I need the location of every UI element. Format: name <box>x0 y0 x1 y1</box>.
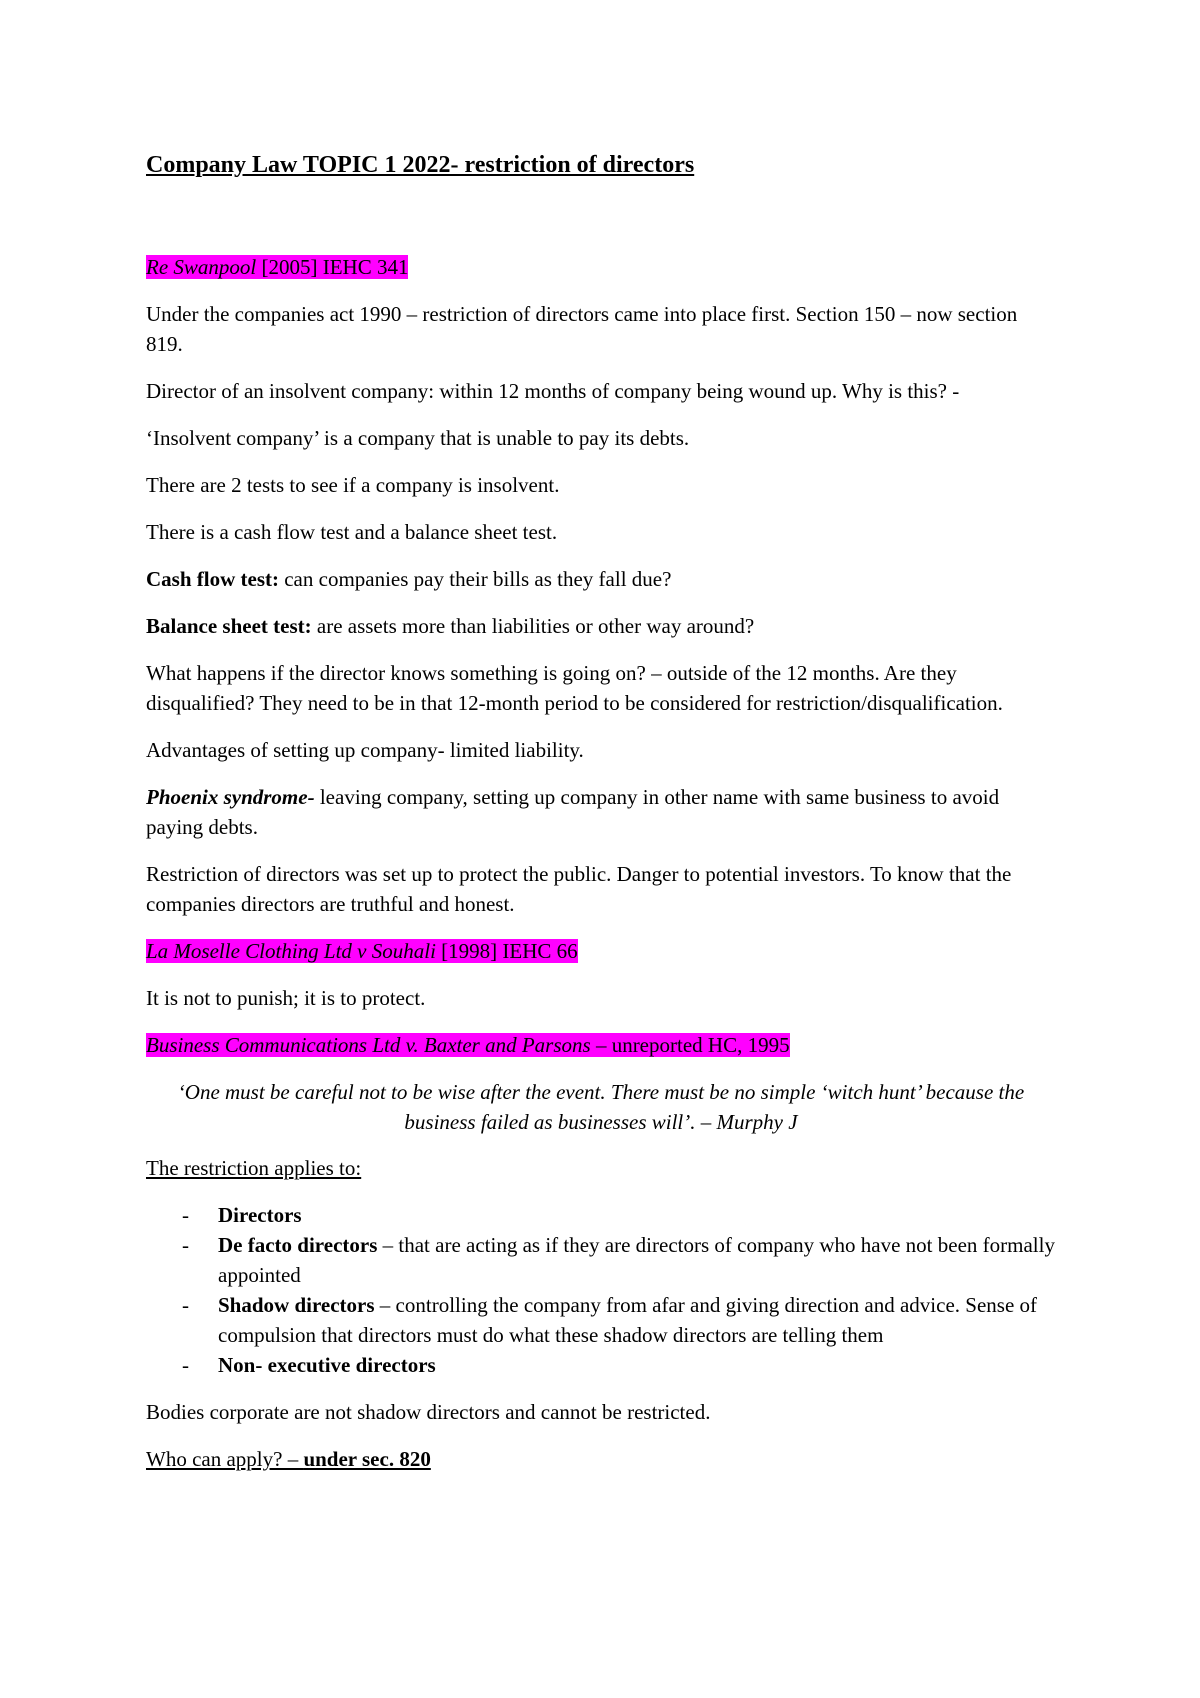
list-term: Shadow directors <box>218 1293 375 1317</box>
case-cite: – unreported HC, 1995 <box>590 1033 790 1057</box>
paragraph-insolvent-director: Director of an insolvent company: within 12 months of company being wound up. Why is this? - <box>146 379 960 403</box>
term-label: Cash flow test: <box>146 567 279 591</box>
paragraph-phoenix-syndrome <box>146 782 1056 842</box>
heading-text: The restriction applies to: <box>146 1156 362 1180</box>
list-term: De facto directors <box>218 1233 378 1257</box>
who-can-apply-heading <box>146 1444 1056 1474</box>
term-text: are assets more than liabilities or other way around? <box>311 614 755 638</box>
paragraph-cash-flow-test <box>146 564 1056 594</box>
term-label: Phoenix syndrome- <box>146 785 315 809</box>
list-text: – controlling the company from afar and giving direction and advice. Sense of compulsion that directors must do what these shadow directors are telling them <box>218 1293 1038 1347</box>
case-name: La Moselle Clothing Ltd v Souhali <box>146 939 436 963</box>
term-label: Balance sheet test: <box>146 614 312 638</box>
case-cite: [1998] IEHC 66 <box>435 939 578 963</box>
paragraph-companies-act: Under the companies act 1990 – restriction of directors came into place first. Section 150 – now section 819. <box>146 302 1018 356</box>
case-name: Re Swanpool <box>146 255 257 279</box>
term-text: can companies pay their bills as they fall due? <box>278 567 672 591</box>
dash-bullet: - <box>182 1203 189 1227</box>
paragraph-two-tests: There are 2 tests to see if a company is insolvent. <box>146 473 560 497</box>
list-term: Non- executive directors <box>218 1353 436 1377</box>
list-text: – that are acting as if they are directors of company who have not been formally appointed <box>218 1233 1055 1287</box>
paragraph-not-punish: It is not to punish; it is to protect. <box>146 986 426 1010</box>
paragraph-test-types: There is a cash flow test and a balance sheet test. <box>146 520 558 544</box>
quote-murphy-j: ‘One must be careful not to be wise after the event. There must be no simple ‘witch hunt’ because the business failed as businesses will’. – Murphy J <box>177 1080 1025 1134</box>
list-item <box>182 1290 1056 1350</box>
case-cite: [2005] IEHC 341 <box>256 255 409 279</box>
director-types-list <box>146 1200 1056 1380</box>
case-citation-la-moselle <box>146 936 1056 966</box>
restriction-applies-heading <box>146 1153 1056 1183</box>
paragraph-bodies-corporate: Bodies corporate are not shadow directors and cannot be restricted. <box>146 1400 711 1424</box>
case-citation-business-communications <box>146 1030 1056 1060</box>
list-item <box>182 1230 1056 1290</box>
term-text: leaving company, setting up company in other name with same business to avoid paying debts. <box>146 785 1000 839</box>
dash-bullet: - <box>182 1353 189 1377</box>
list-term: Directors <box>218 1203 302 1227</box>
who-lead: Who can apply? – <box>146 1447 304 1471</box>
paragraph-balance-sheet-test <box>146 611 1056 641</box>
who-bold: under sec. 820 <box>303 1447 431 1471</box>
document-title: Company Law TOPIC 1 2022- restriction of directors <box>146 152 695 178</box>
paragraph-advantages: Advantages of setting up company- limited liability. <box>146 738 584 762</box>
list-item <box>182 1350 1056 1380</box>
dash-bullet: - <box>182 1293 189 1317</box>
dash-bullet: - <box>182 1233 189 1257</box>
case-citation-swanpool <box>146 252 1056 282</box>
list-item <box>182 1200 1056 1230</box>
paragraph-insolvent-definition: ‘Insolvent company’ is a company that is unable to pay its debts. <box>146 426 690 450</box>
paragraph-protect-public: Restriction of directors was set up to protect the public. Danger to potential investors. To know that the companies directors are truthful and honest. <box>146 862 1012 916</box>
case-name: Business Communications Ltd v. Baxter and Parsons <box>146 1033 591 1057</box>
paragraph-director-knowledge: What happens if the director knows something is going on? – outside of the 12 months. Are they disqualified? They need to be in that 12-month period to be considered for restriction/disqualification. <box>146 661 1003 715</box>
document-body <box>146 150 1056 1491</box>
